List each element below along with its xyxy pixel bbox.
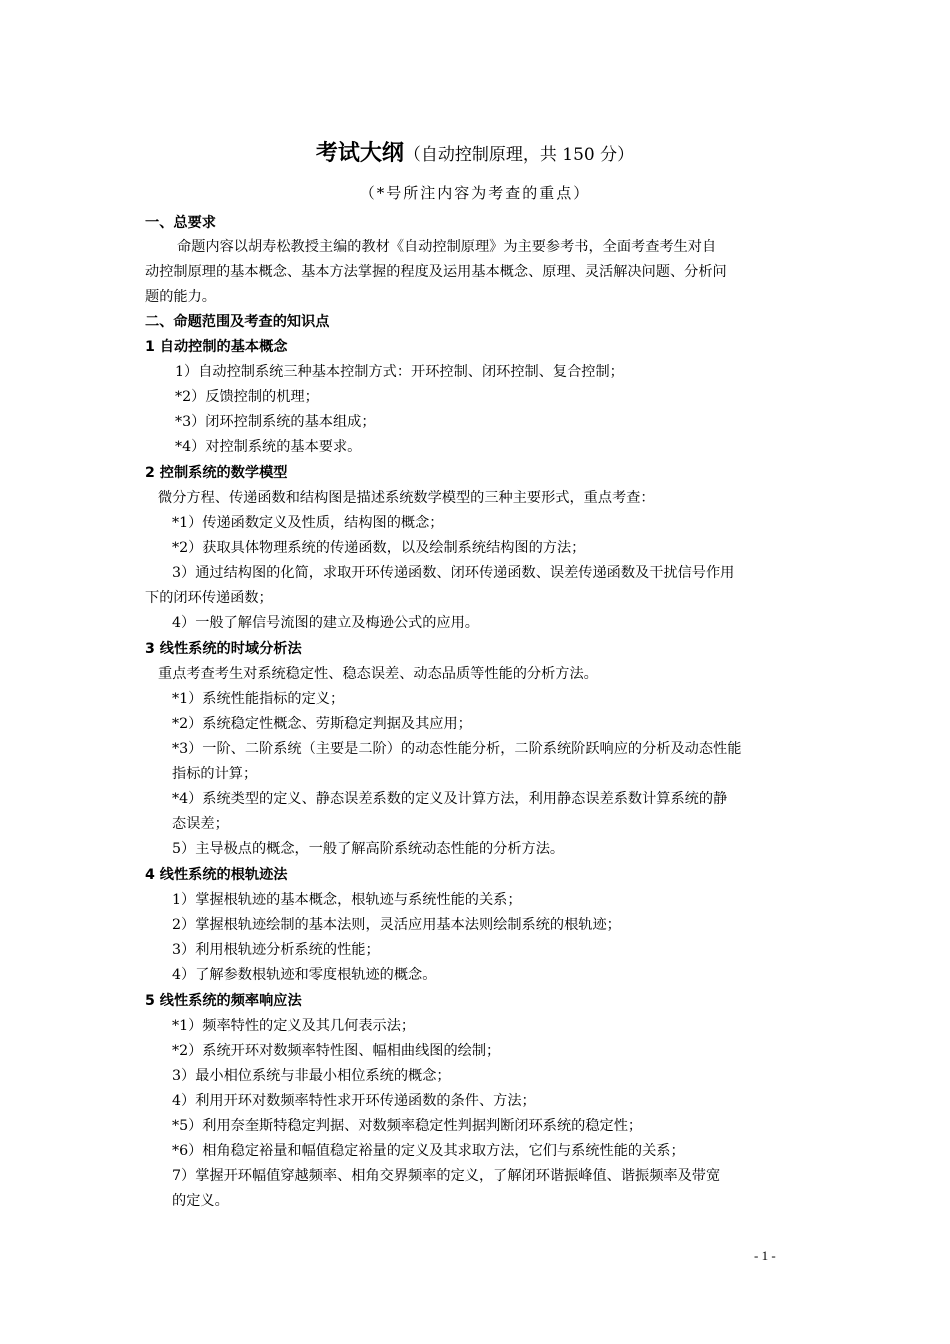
list-item: *1）传递函数定义及性质，结构图的概念； — [172, 515, 444, 531]
topic-heading: 4 线性系统的根轨迹法 — [145, 867, 288, 883]
topic-heading: 2 控制系统的数学模型 — [145, 465, 288, 481]
list-item: 3）通过结构图的化简，求取开环传递函数、闭环传递函数、误差传递函数及干扰信号作用 — [172, 565, 735, 581]
section-heading: 一、总要求 — [145, 215, 216, 231]
list-item: *2）系统开环对数频率特性图、幅相曲线图的绘制； — [172, 1043, 501, 1059]
list-item: 4）一般了解信号流图的建立及梅逊公式的应用。 — [172, 615, 479, 631]
title-sub: （自动控制原理，共 150 分） — [403, 145, 635, 165]
section-heading: 二、命题范围及考查的知识点 — [145, 314, 330, 330]
topic-heading: 5 线性系统的频率响应法 — [145, 993, 302, 1009]
paragraph-line: 命题内容以胡寿松教授主编的教材《自动控制原理》为主要参考书，全面考查考生对自 — [177, 239, 717, 255]
page-number: - 1 - — [754, 1248, 776, 1263]
list-item: *2）反馈控制的机理； — [175, 389, 319, 405]
list-item: 1）自动控制系统三种基本控制方式：开环控制、闭环控制、复合控制； — [175, 364, 624, 380]
list-item: 3）最小相位系统与非最小相位系统的概念； — [172, 1068, 451, 1084]
list-item: *2）系统稳定性概念、劳斯稳定判据及其应用； — [172, 716, 472, 732]
paragraph-line: 题的能力。 — [145, 289, 216, 305]
list-item: *5）利用奈奎斯特稳定判据、对数频率稳定性判据判断闭环系统的稳定性； — [172, 1118, 643, 1134]
topic-heading: 1 自动控制的基本概念 — [145, 339, 288, 355]
list-item: 5）主导极点的概念，一般了解高阶系统动态性能的分析方法。 — [172, 841, 565, 857]
list-item: 3）利用根轨迹分析系统的性能； — [172, 942, 380, 958]
list-item: 1）掌握根轨迹的基本概念，根轨迹与系统性能的关系； — [172, 892, 522, 908]
paragraph-line: 重点考查考生对系统稳定性、稳态误差、动态品质等性能的分析方法。 — [158, 666, 598, 682]
paragraph-line: 动控制原理的基本概念、基本方法掌握的程度及运用基本概念、原理、灵活解决问题、分析问 — [145, 264, 727, 280]
list-item: *6）相角稳定裕量和幅值稳定裕量的定义及其求取方法，它们与系统性能的关系； — [172, 1143, 685, 1159]
list-item: *4）系统类型的定义、静态误差系数的定义及计算方法，利用静态误差系数计算系统的静 — [172, 791, 728, 807]
list-item-continuation: 态误差； — [172, 816, 229, 832]
list-item: *2）获取具体物理系统的传递函数，以及绘制系统结构图的方法； — [172, 540, 586, 556]
list-item: *1）频率特性的定义及其几何表示法； — [172, 1018, 416, 1034]
list-item: *4）对控制系统的基本要求。 — [175, 439, 362, 455]
list-item: *3）一阶、二阶系统（主要是二阶）的动态性能分析，二阶系统阶跃响应的分析及动态性能 — [172, 741, 742, 757]
list-item: 4）利用开环对数频率特性求开环传递函数的条件、方法； — [172, 1093, 536, 1109]
document-title — [0, 136, 950, 167]
list-item: 4）了解参数根轨迹和零度根轨迹的概念。 — [172, 967, 437, 983]
list-item-continuation: 下的闭环传递函数； — [145, 590, 273, 606]
title-main: 考试大纲 — [315, 141, 404, 166]
list-item-continuation: 的定义。 — [172, 1193, 229, 1209]
list-item: *3）闭环控制系统的基本组成； — [175, 414, 376, 430]
list-item: *1）系统性能指标的定义； — [172, 691, 345, 707]
list-item-continuation: 指标的计算； — [172, 766, 258, 782]
list-item: 7）掌握开环幅值穿越频率、相角交界频率的定义，了解闭环谐振峰值、谐振频率及带宽 — [172, 1168, 721, 1184]
paragraph-line: 微分方程、传递函数和结构图是描述系统数学模型的三种主要形式，重点考查： — [158, 490, 655, 506]
list-item: 2）掌握根轨迹绘制的基本法则，灵活应用基本法则绘制系统的根轨迹； — [172, 917, 621, 933]
topic-heading: 3 线性系统的时域分析法 — [145, 641, 302, 657]
document-subtitle: （*号所注内容为考查的重点） — [359, 184, 591, 202]
